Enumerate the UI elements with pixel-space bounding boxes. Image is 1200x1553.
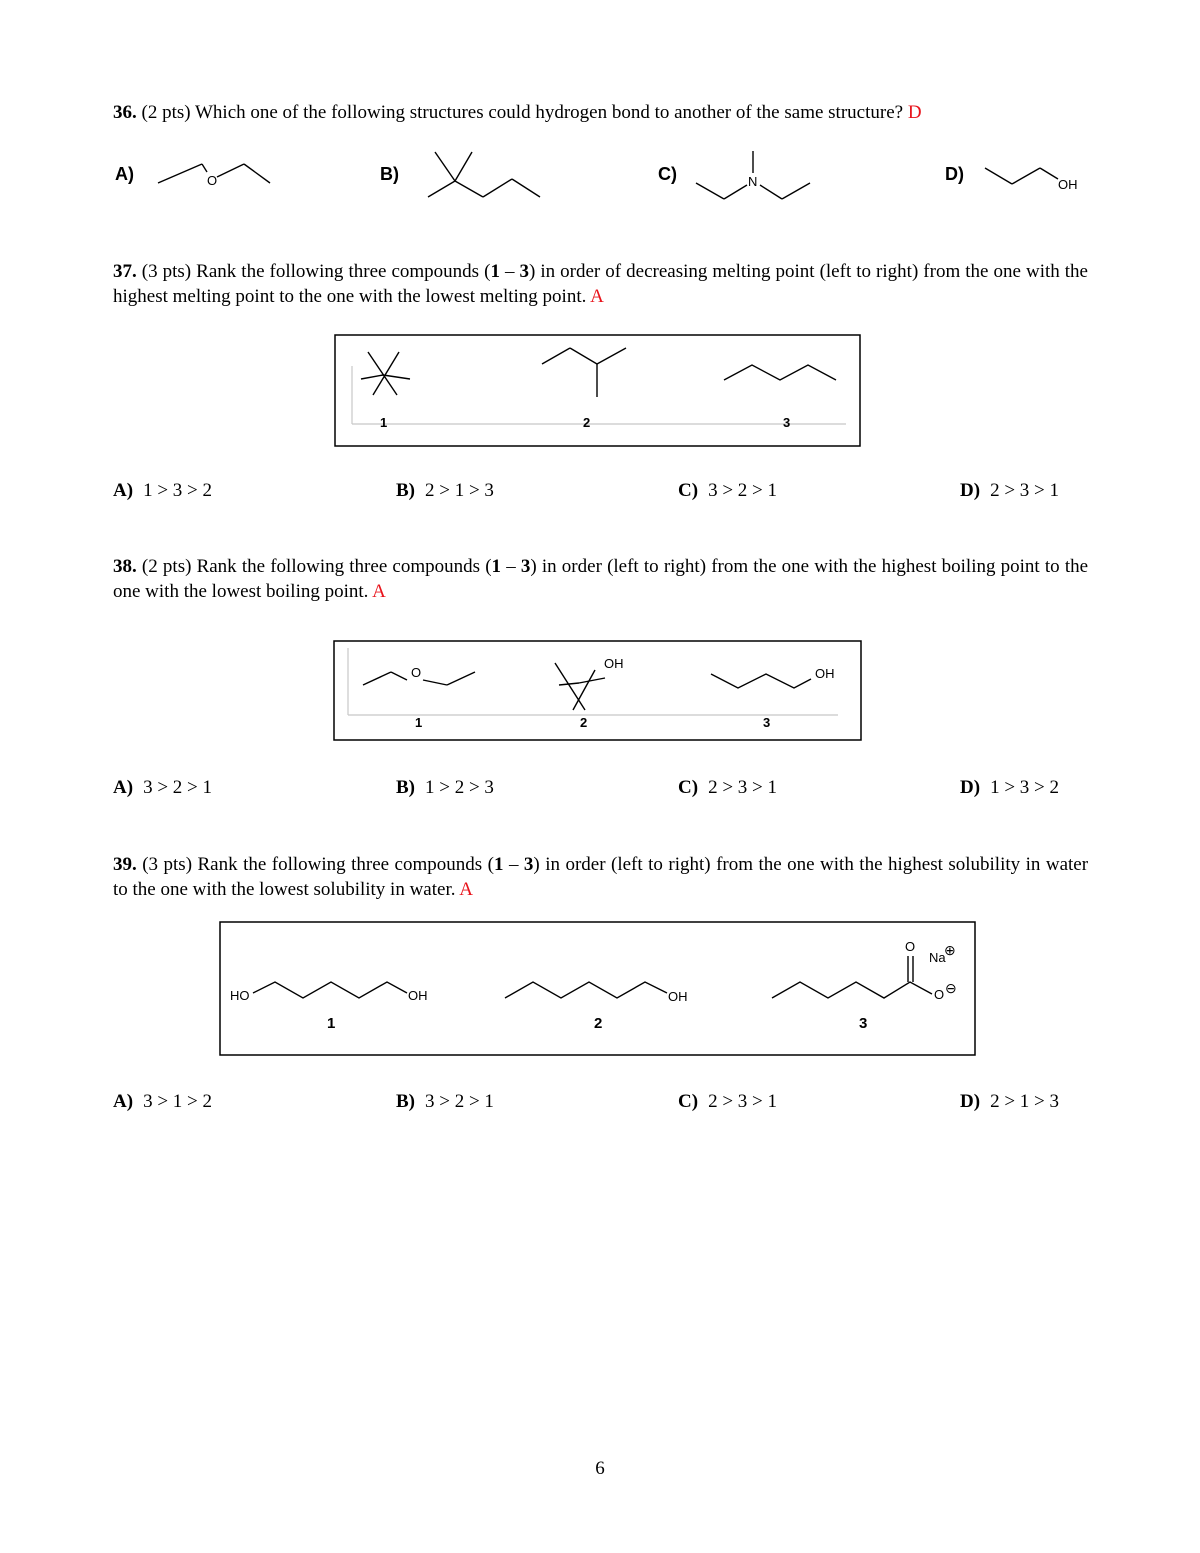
q37-choice-c[interactable] xyxy=(678,480,777,502)
page-number: 6 xyxy=(595,1458,605,1479)
q38-choice-d-value: 1 > 3 > 2 xyxy=(990,777,1059,798)
q38-range-end: 3 xyxy=(520,556,531,577)
q37-choice-a-value: 1 > 3 > 2 xyxy=(143,480,212,501)
q38-choice-c-value: 2 > 3 > 1 xyxy=(708,777,777,798)
q37-text-pre: (3 pts) Rank the following three compounds ( xyxy=(141,261,491,282)
q36-text: (2 pts) Which one of the following structures could hydrogen bond to another of the same structure? xyxy=(141,102,904,123)
q37-number: 37. xyxy=(113,261,137,282)
q37-text-post: ) in order of decreasing melting point (left to right) from the one with the highest melting point to the one with the lowest melting point. xyxy=(113,261,1088,307)
q39-answer: A xyxy=(459,879,473,900)
q36-c-nitrogen: N xyxy=(748,174,758,189)
q36-structure-b-alkane xyxy=(420,145,550,205)
q37-choice-b-label: B) xyxy=(396,480,415,501)
q36-option-b-label: B) xyxy=(380,164,399,184)
q36-a-oxygen: O xyxy=(207,173,218,188)
q38-choice-a-value: 3 > 2 > 1 xyxy=(143,777,212,798)
q39-compound1-oh: OH xyxy=(408,988,428,1003)
q39-choice-b-label: B) xyxy=(396,1091,415,1112)
q38-choice-a[interactable] xyxy=(113,777,212,799)
q38-text-pre: (2 pts) Rank the following three compounds ( xyxy=(141,556,492,577)
q38-choice-b[interactable] xyxy=(396,777,494,799)
q39-choice-c[interactable] xyxy=(678,1091,777,1113)
q39-choice-a[interactable] xyxy=(113,1091,212,1113)
q39-range-dash: – xyxy=(503,854,524,875)
q37-choice-c-label: C) xyxy=(678,480,699,501)
q36-option-a-label: A) xyxy=(115,164,134,184)
q36-structure-c-amine xyxy=(690,145,820,205)
q38-answer: A xyxy=(372,581,386,602)
q36-structure-d-alcohol xyxy=(980,160,1090,200)
q36-stem xyxy=(113,100,1088,125)
q39-choice-d-value: 2 > 1 > 3 xyxy=(990,1091,1059,1112)
q39-text-pre: (3 pts) Rank the following three compounds ( xyxy=(142,854,494,875)
q39-stem xyxy=(113,852,1088,902)
q39-choice-d[interactable] xyxy=(960,1091,1059,1113)
q39-sodium: Na xyxy=(929,950,946,965)
q39-compound2-oh: OH xyxy=(668,989,688,1004)
q37-choice-b-value: 2 > 1 > 3 xyxy=(425,480,494,501)
q38-choice-d-label: D) xyxy=(960,777,981,798)
q36-option-c-label: C) xyxy=(658,164,677,184)
q38-number: 38. xyxy=(113,556,137,577)
q39-label-1: 1 xyxy=(327,1015,336,1032)
q36-number: 36. xyxy=(113,102,137,123)
q38-choice-a-label: A) xyxy=(113,777,134,798)
q39-carboxylate-charge: ⊖ xyxy=(945,980,957,996)
q37-choice-d-label: D) xyxy=(960,480,981,501)
q36-d-hydroxyl: OH xyxy=(1058,177,1078,192)
q39-choice-b-value: 3 > 2 > 1 xyxy=(425,1091,494,1112)
q39-label-2: 2 xyxy=(594,1015,603,1032)
q38-choice-c[interactable] xyxy=(678,777,777,799)
q38-range-dash: – xyxy=(501,556,521,577)
q39-choice-a-label: A) xyxy=(113,1091,134,1112)
q37-range-start: 1 xyxy=(490,261,500,282)
q37-choice-a[interactable] xyxy=(113,480,212,502)
q39-carbonyl-oxygen: O xyxy=(905,939,916,954)
q39-choice-b[interactable] xyxy=(396,1091,494,1113)
q36-answer: D xyxy=(907,102,922,123)
q37-structures-box xyxy=(334,334,862,448)
q36-option-d-label: D) xyxy=(945,164,964,184)
q37-answer: A xyxy=(590,286,604,307)
q37-choice-a-label: A) xyxy=(113,480,134,501)
q38-structures-box xyxy=(333,640,863,742)
q37-choice-b[interactable] xyxy=(396,480,494,502)
q39-choice-c-label: C) xyxy=(678,1091,699,1112)
q38-label-3: 3 xyxy=(763,715,771,730)
q38-compound2-hydroxyl: OH xyxy=(604,656,624,671)
q39-choice-a-value: 3 > 1 > 2 xyxy=(143,1091,212,1112)
q37-label-1: 1 xyxy=(380,415,388,430)
q39-sodium-charge: ⊕ xyxy=(944,942,956,958)
q38-ether-oxygen: O xyxy=(411,665,422,680)
q37-range-end: 3 xyxy=(519,261,529,282)
q39-carboxylate-oxygen: O xyxy=(934,987,945,1002)
q39-choice-c-value: 2 > 3 > 1 xyxy=(708,1091,777,1112)
q39-number: 39. xyxy=(113,854,137,875)
q39-label-3: 3 xyxy=(859,1015,868,1032)
q38-choice-b-value: 1 > 2 > 3 xyxy=(425,777,494,798)
q38-text-post: ) in order (left to right) from the one with the highest boiling point to the one with the lowest boiling point. xyxy=(113,556,1089,602)
q39-range-start: 1 xyxy=(493,854,504,875)
q38-choice-d[interactable] xyxy=(960,777,1059,799)
q37-range-dash: – xyxy=(499,261,520,282)
q37-choice-d[interactable] xyxy=(960,480,1059,502)
q37-choice-d-value: 2 > 3 > 1 xyxy=(990,480,1059,501)
q38-compound3-hydroxyl: OH xyxy=(815,666,835,681)
q36-structure-a-ether xyxy=(150,155,280,195)
q38-stem xyxy=(113,554,1088,604)
q39-choice-d-label: D) xyxy=(960,1091,981,1112)
q38-label-1: 1 xyxy=(415,715,423,730)
q37-choice-c-value: 3 > 2 > 1 xyxy=(708,480,777,501)
q39-compound1-ho: HO xyxy=(230,988,250,1003)
q39-structures-box xyxy=(219,921,977,1057)
q39-range-end: 3 xyxy=(523,854,534,875)
q37-label-2: 2 xyxy=(583,415,591,430)
q38-choice-b-label: B) xyxy=(396,777,415,798)
q37-stem xyxy=(113,259,1088,309)
q39-text-post: ) in order (left to right) from the one with the highest solubility in water to the one with the lowest solubility in water. xyxy=(113,854,1089,900)
q38-choice-c-label: C) xyxy=(678,777,699,798)
q38-range-start: 1 xyxy=(491,556,502,577)
q37-label-3: 3 xyxy=(783,415,791,430)
q38-label-2: 2 xyxy=(580,715,588,730)
